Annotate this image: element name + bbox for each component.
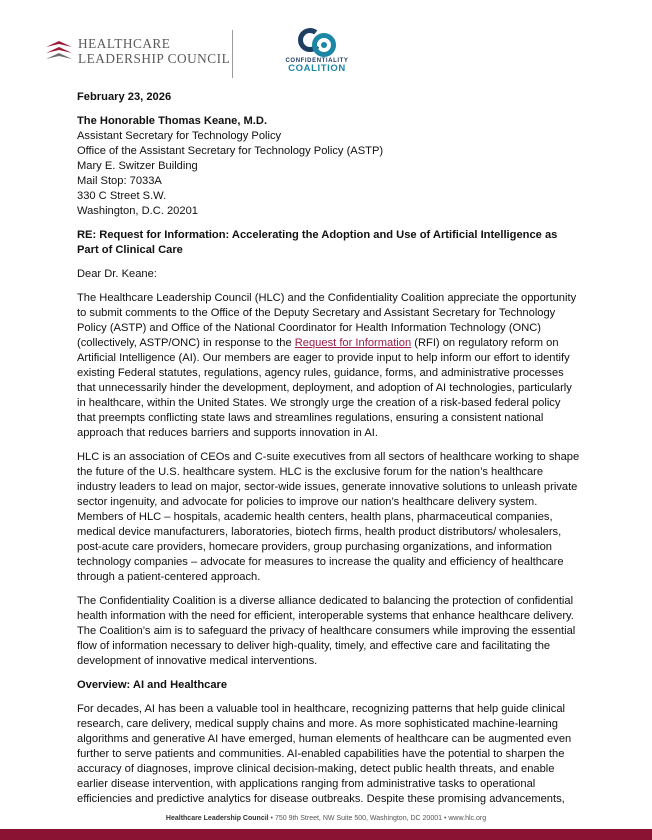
paragraph-overview: For decades, AI has been a valuable tool in healthcare, recognizing patterns that help guide clinical research, care delivery, medical supply chains and more. As more sophisticated machine-learning algorithms and generative AI have emerged, human elements of healthcare can be augmented even further to serve patients and communities. AI-enabled capabilities have the potential to sharpen the accuracy of diagnoses, improve clinical decision-making, detect public health threats, and enable earlier disease intervention, with applications ranging from administrative tasks to operational efficiencies and predictive analytics for disease outbreaks. Despite these promising advancements, <box>77 703 572 805</box>
letterhead <box>0 0 652 86</box>
paragraph-intro <box>77 291 582 441</box>
section-heading: Overview: AI and Healthcare <box>77 679 228 691</box>
recipient-line: 330 C Street S.W. <box>77 190 167 202</box>
rfi-link[interactable]: Request for Information <box>294 337 412 349</box>
footer-org-name: Healthcare Leadership Council <box>165 815 269 822</box>
letter-body <box>77 90 582 816</box>
hlc-logo-text: HEALTHCARE LEADERSHIP COUNCIL <box>78 36 231 66</box>
page-footer <box>0 815 652 822</box>
recipient-line: Assistant Secretary for Technology Policy <box>77 130 282 142</box>
hlc-logo-icon <box>44 38 74 62</box>
paragraph-text: The Healthcare Leadership Council (HLC) and the Confidentiality Coalition appreciate the opportunity to submit comments to the Office of the Deputy Secretary and Assistant Secretary for Technology Policy (ASTP) and Office of the National Coordinator for Health Information Technology (ONC) (collectively, ASTP/ONC) in response to the <box>77 292 577 349</box>
recipient-line: Office of the Assistant Secretary for Technology Policy (ASTP) <box>77 145 384 157</box>
salutation: Dear Dr. Keane: <box>77 268 157 280</box>
confidentiality-coalition-logo-icon <box>296 26 338 60</box>
cc-logo-text-small: CONFIDENTIALITY <box>285 58 349 64</box>
paragraph-hlc: HLC is an association of CEOs and C-suite executives from all sectors of healthcare working to shape the future of the U.S. healthcare system. HLC is the exclusive forum for the nation’s healthcare industry leaders to lead on major, sector-wide issues, generate innovative solutions to unleash private sector ingenuity, and advocate for policies to improve our nation’s healthcare delivery system. Members of HLC – hospitals, academic health centers, health plans, pharmaceutical companies, medical device manufacturers, laboratories, biotech firms, health product distributors/ wholesalers, post-acute care providers, homecare providers, group purchasing organizations, and information technology companies – advocate for measures to increase the quality and efficiency of healthcare through a patient-centered approach. <box>77 451 580 583</box>
recipient-name: The Honorable Thomas Keane, M.D. <box>77 115 268 127</box>
footer-address: • 750 9th Street, NW Suite 500, Washington, DC 20001 • www.hlc.org <box>268 815 487 822</box>
paragraph-coalition: The Confidentiality Coalition is a diverse alliance dedicated to balancing the protection of confidential health information with the need for efficient, interoperable systems that enhance healthcare delivery. The Coalition’s aim is to safeguard the privacy of healthcare consumers while improving the essential flow of information necessary to deliver high-quality, timely, and effective care and facilitating the development of innovative medical interventions. <box>77 595 576 667</box>
logo-divider <box>232 30 233 78</box>
letter-date: February 23, 2026 <box>77 91 172 103</box>
footer-bar <box>0 829 652 840</box>
recipient-line: Mail Stop: 7033A <box>77 175 162 187</box>
cc-logo-text-big: COALITION <box>288 63 346 74</box>
subject-line: RE: Request for Information: Accelerating the Adoption and Use of Artificial Intelligence as Part of Clinical Care <box>77 229 558 256</box>
paragraph-text: (RFI) on regulatory reform on Artificial Intelligence (AI). Our members are eager to provide input to help inform our effort to identify existing Federal statutes, regulations, agency rules, guidance, forms, and administrative processes that unnecessarily hinder the development, deployment, and adoption of AI technologies, particularly in healthcare, within the United States. We strongly urge the creation of a risk-based federal policy that preempts conflicting state laws and streamlines regulations, ensuring a consistent national approach that reduces barriers and supports innovation in AI. <box>77 337 572 439</box>
recipient-address <box>77 114 582 219</box>
recipient-line: Mary E. Switzer Building <box>77 160 198 172</box>
recipient-line: Washington, D.C. 20201 <box>77 205 198 217</box>
